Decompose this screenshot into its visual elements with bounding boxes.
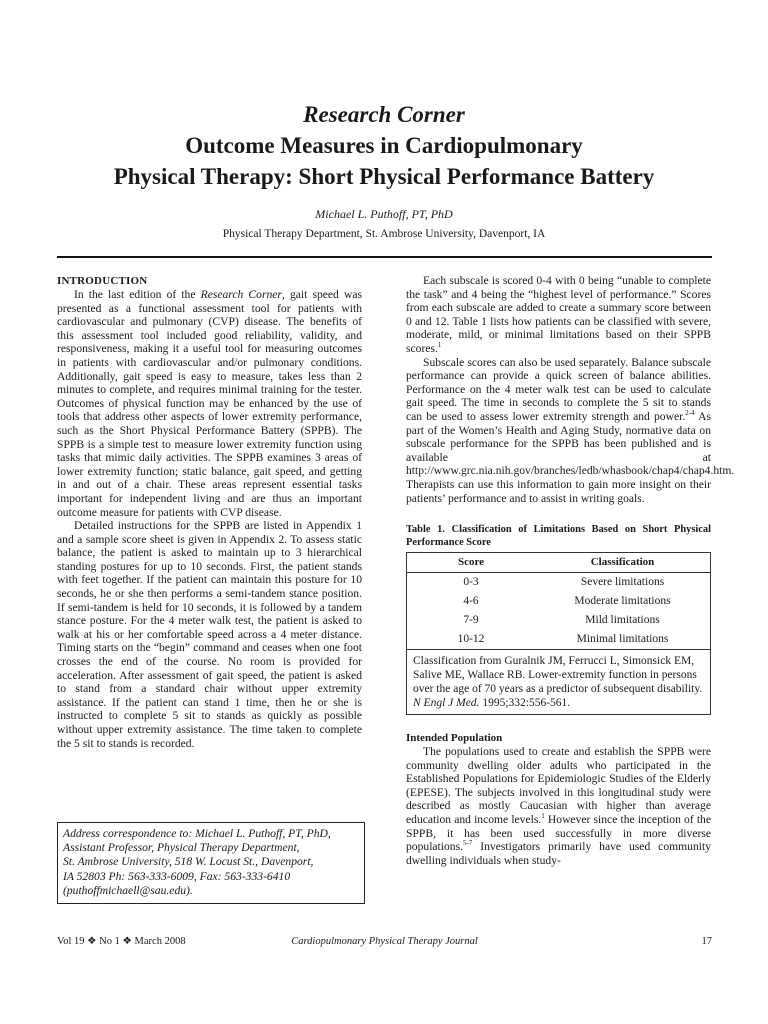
correspondence-email: (puthoffmichaell@sau.edu). bbox=[63, 883, 193, 897]
table-cell-score: 7-9 bbox=[407, 611, 536, 630]
table-note-row bbox=[407, 650, 711, 715]
citation-ref: 1 bbox=[541, 812, 545, 821]
correspondence-line: Address correspondence to: Michael L. Puthoff, PT, PhD, bbox=[63, 827, 331, 840]
table-row bbox=[407, 573, 711, 593]
article-title-line-2: Physical Therapy: Short Physical Performance Battery bbox=[113, 164, 655, 189]
table-header-row bbox=[407, 553, 711, 573]
title-divider bbox=[57, 256, 712, 258]
subscale-paragraph: Subscale scores can also be used separately. Balance subscale performance can provide a quick screen of balance abilities. Performance on the 4 meter walk test can be used to calculate gait speed. The time in seconds to complete the 5 sit to stands can be used to assess lower extremity strength and power.$^{2-4}$ As part of the Women’s Health and Aging Study, normative data on subscale performance for the SPPB has been published and is available at http://www.grc.nia.nih.gov/branches/ledb/whasbook/chap4/chap4.htm. Therapists can use this information to gain more insight on their patients’ performance and to assist in writing goals. bbox=[406, 355, 735, 505]
intro-paragraph-2: Detailed instructions for the SPPB are listed in Appendix 1 and a sample score sheet is given in Appendix 2. To assess static balance, the patient is asked to maintain up to 3 hierarchical standing postures for up to 10 seconds. First, the patient stands with feet together. If the patient can maintain this posture for 10 seconds, he or she then performs a semi-tandem stance position. If semi-tandem is held for 10 seconds, it is followed by a tandem stance posture. For the 4 meter walk test, the patient is asked to walk at his or her comfortable speed across a 4 meter distance. Timing starts on the “begin” command and ceases when one foot crosses the end of the course. No room is provided for acceleration. After assessment of gait speed, the patient is asked to stand from a standard chair without upper extremity assistance. If the patient can stand 1 time, then he or she is instructed to complete 5 sit to stands as quickly as possible without upper extremity assistance. The time taken to complete the 5 sit to stands is recorded. bbox=[57, 519, 362, 750]
table-header-score: Score bbox=[407, 553, 536, 573]
table-cell-classification: Mild limitations bbox=[535, 611, 711, 630]
journal-abbrev: N Engl J Med. bbox=[413, 697, 480, 710]
table-caption: Table 1. Classification of Limitations Based on Short Physical Performance Score bbox=[406, 524, 711, 549]
author-name: Michael L. Puthoff, PT, PhD bbox=[315, 207, 453, 221]
table-row bbox=[407, 592, 711, 611]
table-cell-classification: Minimal limitations bbox=[535, 630, 711, 650]
title-block bbox=[0, 100, 768, 241]
table-row bbox=[407, 630, 711, 650]
table-note: Classification from Guralnik JM, Ferrucci L, Simonsick EM, Salive ME, Wallace RB. Lower-extremity function in persons over the age of 70 years as a predictor of subsequent disability. N Engl J Med. 1995;332:556-561. bbox=[407, 650, 711, 715]
citation-ref: 5-7 bbox=[463, 839, 473, 848]
author-affiliation: Physical Therapy Department, St. Ambrose University, Davenport, IA bbox=[222, 228, 546, 240]
table-row bbox=[407, 611, 711, 630]
citation-ref: 2-4 bbox=[685, 409, 695, 418]
table-cell-score: 10-12 bbox=[407, 630, 536, 650]
intro-paragraph-1: In the last edition of the Research Corner, gait speed was presented as a functional assessment tool for patients with cardiovascular and pulmonary (CVP) disease. The benefits of this assessment tool included good reliability, validity, and responsiveness, making it a useful tool for measuring outcomes in patients with cardiovascular and/or pulmonary conditions. Additionally, gait speed is easy to measure, takes less than 2 minutes to complete, and requires minimal training for the tester. Outcomes of physical function may be enhanced by the use of tools that address other aspects of lower extremity performance, such as the Short Physical Performance Battery (SPPB). The SPPB is a simple test to measure lower extremity function using tasks that mimic daily activities. The SPPB examines 3 areas of lower extremity function; static balance, gait speed, and getting in and out of a chair. These areas represent essential tasks important for independent living and are thus an important outcome measure for patients with CVP disease. bbox=[57, 288, 362, 519]
article-title-line-1: Outcome Measures in Cardiopulmonary bbox=[185, 133, 583, 158]
journal-section-name: Research Corner bbox=[200, 288, 282, 301]
table-cell-score: 0-3 bbox=[407, 573, 536, 593]
table-cell-score: 4-6 bbox=[407, 592, 536, 611]
table-cell-classification: Severe limitations bbox=[535, 573, 711, 593]
table-header-classification: Classification bbox=[535, 553, 711, 573]
scoring-paragraph: Each subscale is scored 0-4 with 0 being “unable to complete the task” and 4 being the “highest level of performance.” Scores from each subscale are added to create a summary score between 0 and 12. Table 1 lists how patients can be classified with severe, moderate, mild, or minimal limitations based on their SPPB scores.$^1$ bbox=[406, 274, 711, 355]
table-cell-classification: Moderate limitations bbox=[535, 592, 711, 611]
page-number: 17 bbox=[701, 936, 712, 947]
correspondence-box bbox=[57, 822, 365, 904]
right-column bbox=[406, 274, 735, 867]
journal-name: Cardiopulmonary Physical Therapy Journal bbox=[291, 936, 478, 947]
introduction-heading: INTRODUCTION bbox=[57, 275, 148, 287]
section-kicker: Research Corner bbox=[303, 102, 465, 127]
classification-table bbox=[406, 552, 711, 715]
correspondence-line: IA 52803 Ph: 563-333-6009, Fax: 563-333-6410 bbox=[63, 869, 291, 883]
left-column bbox=[57, 274, 362, 750]
population-paragraph: The populations used to create and establish the SPPB were community dwelling older adults who participated in the Established Populations for Epidemiologic Studies of the Elderly (EPESE). The subjects involved in this longitudinal study were described as mostly Caucasian with higher than average education and income levels.$^1$ However since the inception of the SPPB, it has been used successfully in more diverse populations.$^{5-7}$ Investigators primarily have used community dwelling individuals when study- bbox=[406, 745, 711, 867]
intended-population-heading: Intended Population bbox=[406, 732, 503, 745]
correspondence-line: Assistant Professor, Physical Therapy Department, bbox=[63, 841, 300, 855]
correspondence-line: St. Ambrose University, 518 W. Locust St., Davenport, bbox=[63, 855, 314, 869]
citation-ref: 1 bbox=[437, 341, 442, 350]
issue-info: Vol 19 ❖ No 1 ❖ March 2008 bbox=[57, 936, 186, 947]
